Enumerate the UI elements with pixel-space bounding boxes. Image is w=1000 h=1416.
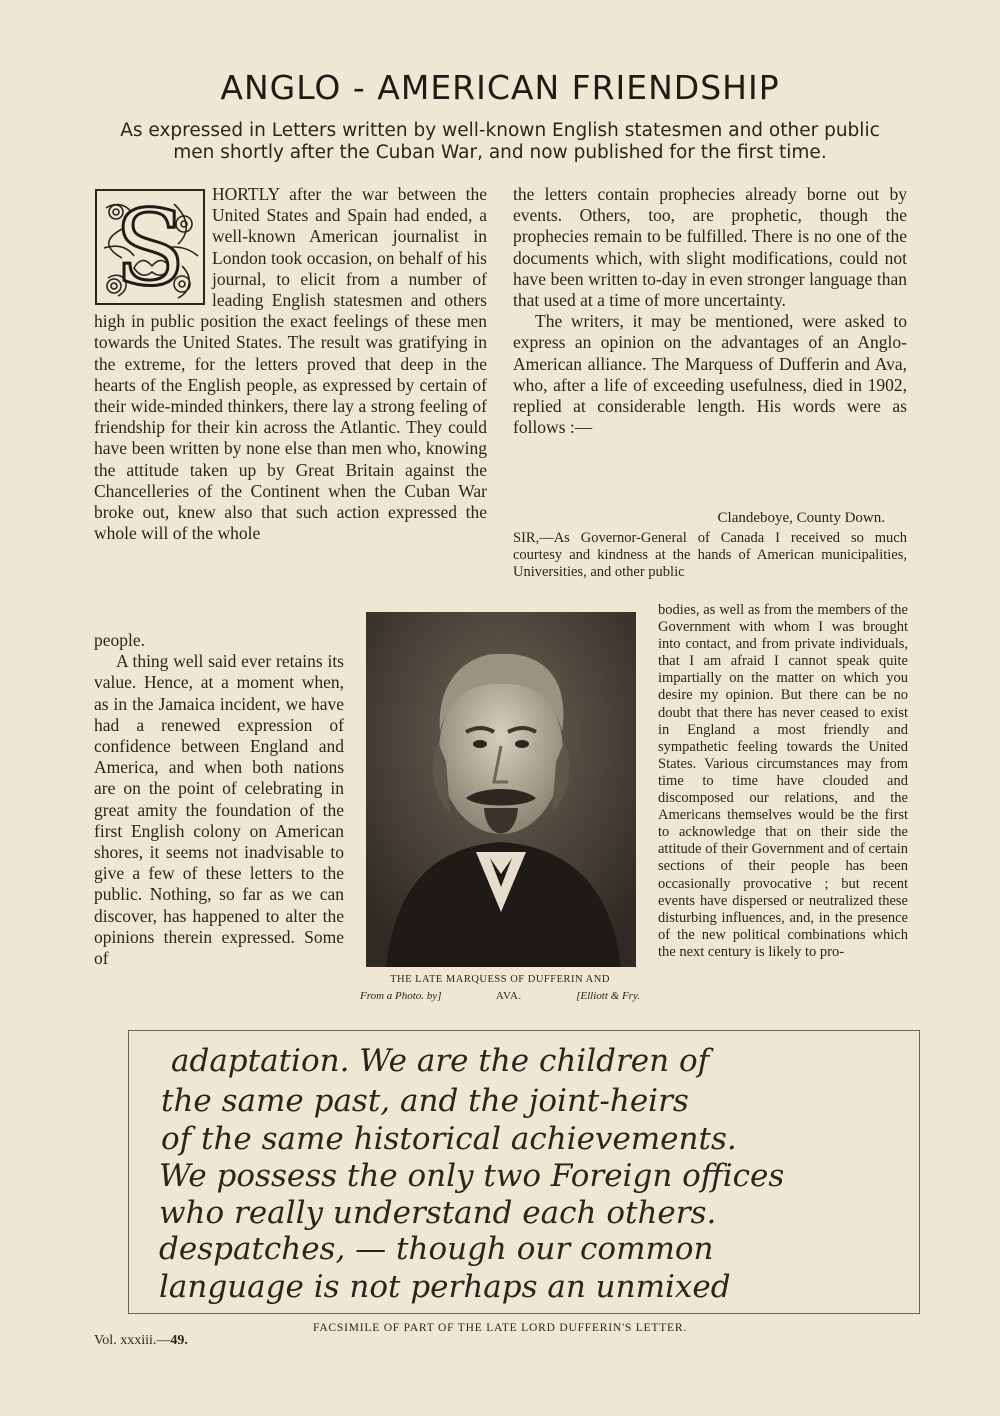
paragraph-thing-well-said: A thing well said ever retains its value. Hence, at a moment when, as in the Jamaica incident, we have had a renewed expression of confidence between England and America, and when both nations are on the point of celebrating in great amity the foundation of the first English colony on American shores, it seems not inadvisable to give a few of these letters to the public. Nothing, so far as we can discover, has happened to alter the opinions therein expressed. Some of [94,651,344,969]
subtitle-line-2: men shortly after the Cuban War, and now published for the first time. [173,142,827,163]
right-column [513,184,907,438]
letter-salutation: SIR, [513,530,540,546]
letter-opening [513,530,907,581]
caption-line-1: THE LATE MARQUESS OF DUFFERIN AND [390,974,610,985]
page-number: 49. [170,1333,188,1348]
subtitle-line-1: As expressed in Letters written by well-known English statesmen and other public [120,120,880,141]
letter-continuation: bodies, as well as from the members of the Government with whom I was brought into contact, and from private individuals, that I am afraid I cannot speak quite impartially on the matter on which you desire my opinion. But there can be no doubt that there has never ceased to exist in England a most friendly and sympathetic feeling towards the United States. Various circumstances may from time to time have clouded and discomposed our relations, and the Americans themselves would be the first to acknowledge that on their side the attitude of their Government and of certain sections of their people has been occasionally provocative ; but recent events have dispersed or neutralized these disturbing influences, and, in the presence of the new political combinations which the next century is likely to pro- [658,602,908,960]
portrait-image [366,612,636,967]
left-narrow-column [94,630,344,969]
facsimile-line: despatches, — though our common [159,1231,714,1267]
dropcap-letter: S [114,188,186,306]
ornamental-dropcap-icon [94,188,206,306]
portrait-photo [366,612,636,967]
facsimile-line: adaptation. We are the children of [171,1043,710,1079]
caption-credit-row [360,988,640,1004]
page-title: ANGLO - AMERICAN FRIENDSHIP [220,68,780,107]
facsimile-letter [128,1030,920,1314]
paragraph-prophecies: the letters contain prophecies already borne out by events. Others, too, are prophetic, though the prophecies remain to be fulfilled. There is no one of the documents which, with slight modifications, could not have been written to-day in even stronger language than that used at a time of more uncertainty. [513,184,907,311]
paragraph-writers: The writers, it may be mentioned, were asked to express an opinion on the advantages of an Anglo-American alliance. The Marquess of Dufferin and Ava, who, after a life of exceeding usefulness, died in 1902, replied at considerable length. His words were as follows :— [513,311,907,438]
facsimile-caption: FACSIMILE OF PART OF THE LATE LORD DUFFERIN'S LETTER. [312,1322,687,1334]
caption-photographer: [Elliott & Fry. [576,990,640,1002]
facsimile-line: who really understand each others. [159,1195,717,1231]
caption-ava: AVA. [495,990,522,1002]
paragraph-end: people. [94,630,146,650]
portrait-caption [360,972,640,1004]
caption-photo-credit: From a Photo. by] [360,990,442,1002]
volume-number [94,1333,188,1349]
letter-opening-text: —As Governor-General of Canada I received so much courtesy and kindness at the hands of American municipalities, Universities, and other public [513,530,907,581]
facsimile-line: We possess the only two Foreign offices [159,1158,785,1194]
letter-place: Clandeboye, County Down. [717,510,885,526]
left-column [94,184,487,544]
intro-paragraph: HORTLY after the war between the United States and Spain had ended, a well-known American journalist in London took occasion, on behalf of his journal, to elicit from a number of leading English statesmen and others high in public position the exact feelings of these men towards the United States. The result was gratifying in the extreme, for the letters proved that deep in the hearts of the English people, as expressed by certain of their wide-minded thinkers, there lay a strong feeling of friendship for their kin across the Atlantic. They could have been written by none else than men who, knowing the attitude taken up by Great Britain against the Chancelleries of the Continent when the Cuban War broke out, knew also that such action expressed the whole will of the whole [94,184,487,544]
page-subtitle [80,120,920,164]
facsimile-line: the same past, and the joint-heirs [161,1083,689,1119]
volume-label: Vol. xxxiii.— [94,1333,171,1348]
facsimile-line: of the same historical achievements. [161,1121,737,1157]
facsimile-handwriting [129,1031,919,1313]
facsimile-line: language is not perhaps an unmixed [159,1269,731,1305]
